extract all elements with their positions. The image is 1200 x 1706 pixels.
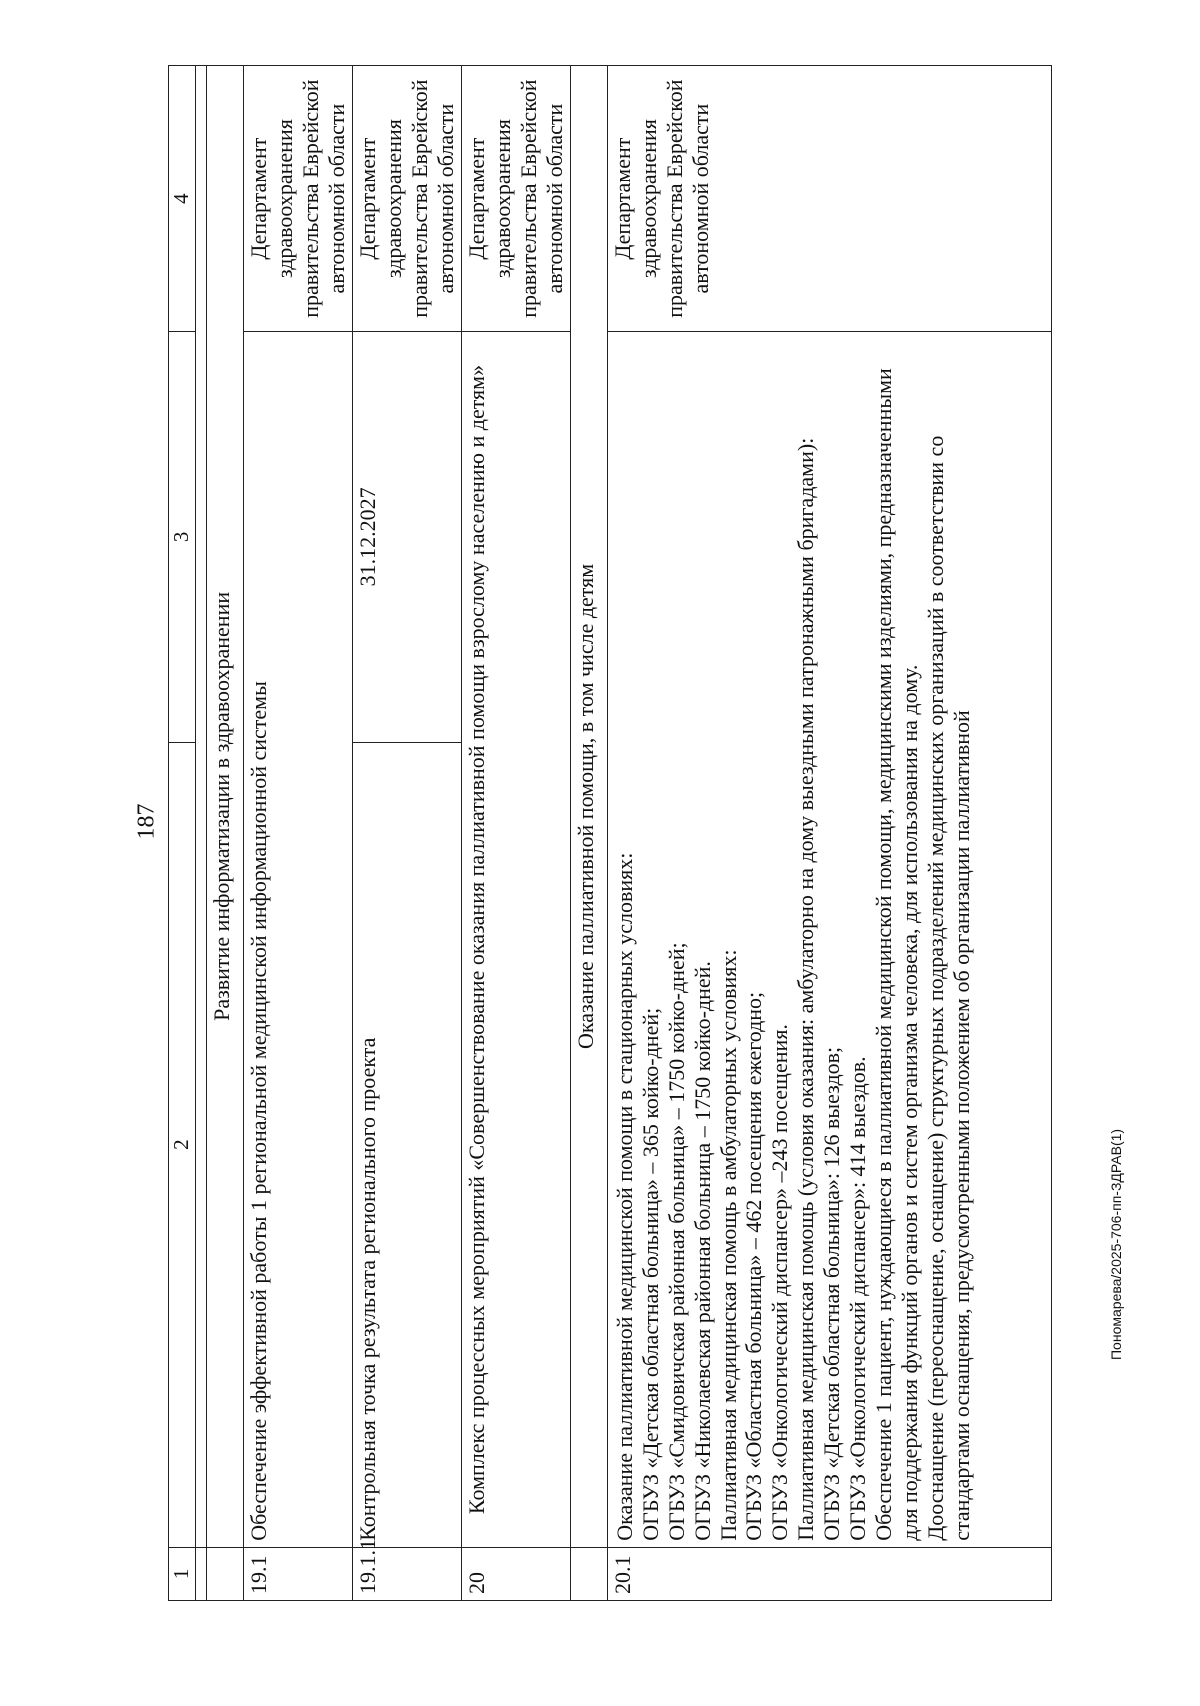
col-header-3: 3 xyxy=(169,332,196,742)
text-line: Дооснащение (переоснащение, оснащение) структурных подразделений медицинских организаций в соответствии со стандартами оснащения, предусмотренными положением об организации паллиативной xyxy=(923,435,975,1541)
document-table-rotated xyxy=(168,65,1052,1601)
row-number: 20 xyxy=(461,1547,570,1600)
col-header-1: 1 xyxy=(169,1547,196,1600)
responsible-department: Департамент здравоохранения правительства Еврейской автономной области xyxy=(461,66,570,332)
text-line: ОГБУЗ «Николаевская районная больница – 1750 койко-дней. xyxy=(689,961,715,1541)
deadline-date: 31.12.2027 xyxy=(352,332,461,742)
section-palliative-title: Оказание паллиативной помощи, в том числе детям xyxy=(570,66,607,1548)
text-line: ОГБУЗ «Областная больница» – 462 посещения ежегодно; xyxy=(741,991,767,1541)
row-number: 19.1.1 xyxy=(352,1547,461,1600)
text-line: Обеспечение 1 пациент, нуждающиеся в паллиативной медицинской помощи, медицинскими изделиями, предназначенными для поддержания функций органов и систем организма человека, для использования на дому. xyxy=(871,368,923,1541)
spacer-row xyxy=(196,66,207,1601)
text-line: Оказание паллиативной медицинской помощи в стационарных условиях: xyxy=(611,852,637,1541)
text-line: ОГБУЗ «Онкологический диспансер» –243 посещения. xyxy=(767,1024,793,1541)
measures-table xyxy=(168,65,1052,1601)
row-number: 19.1 xyxy=(244,1547,353,1600)
section-it-row xyxy=(207,66,244,1601)
text-line: ОГБУЗ «Детская областная больница»: 126 выездов; xyxy=(819,1046,845,1541)
row-text: Комплекс процессных мероприятий «Совершенствование оказания паллиативной помощи взрослому населению и детям» xyxy=(461,332,570,1548)
section-it-title: Развитие информатизации в здравоохранении xyxy=(207,66,244,1548)
col-header-2: 2 xyxy=(169,742,196,1547)
text-line: Паллиативная медицинская помощь (условия оказания: амбулаторно на дому выездными патронажными бригадами): xyxy=(793,437,819,1541)
col-header-4: 4 xyxy=(169,66,196,332)
row-number: 20.1 xyxy=(607,1547,1051,1600)
footer-document-code: Пономарева/2025-706-пп-ЗДРАВ(1) xyxy=(1108,1128,1124,1360)
table-row-19-1 xyxy=(244,66,353,1601)
text-line: ОГБУЗ «Детская областная больница» – 365 койко-дней; xyxy=(637,1007,663,1541)
table-row-20-1 xyxy=(607,66,1051,1601)
row-text: Обеспечение эффективной работы 1 региональной медицинской информационной системы xyxy=(244,332,353,1548)
page-number: 187 xyxy=(133,803,160,840)
row-text xyxy=(607,332,1051,1548)
responsible-department: Департамент здравоохранения правительства Еврейской автономной области xyxy=(352,66,461,332)
table-row-19-1-1 xyxy=(352,66,461,1601)
responsible-department: Департамент здравоохранения правительства Еврейской автономной области xyxy=(244,66,353,332)
column-numbers-row xyxy=(169,66,196,1601)
section-palliative-row xyxy=(570,66,607,1601)
text-line: Паллиативная медицинская помощь в амбулаторных условиях: xyxy=(715,949,741,1541)
text-line: ОГБУЗ «Онкологический диспансер»: 414 выездов. xyxy=(845,1056,871,1541)
table-row-20 xyxy=(461,66,570,1601)
row-text: Контрольная точка результата регионального проекта xyxy=(352,742,461,1547)
responsible-department: Департамент здравоохранения правительства Еврейской автономной области xyxy=(607,66,1051,332)
text-line: ОГБУЗ «Смидовичская районная больница» – 1750 койко-дней; xyxy=(663,942,689,1541)
